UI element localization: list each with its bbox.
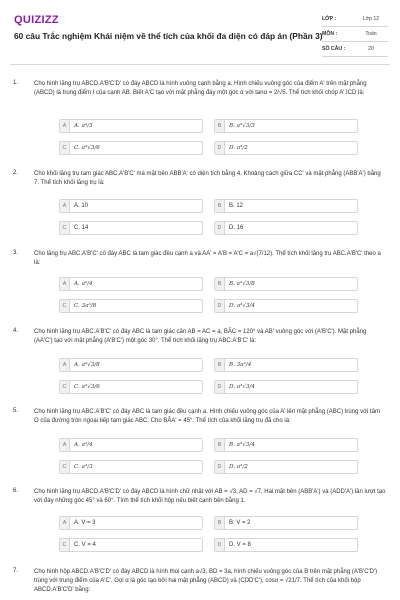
option-d[interactable] [214, 141, 358, 155]
option-label: A. a³√3/8 [74, 362, 100, 368]
option-letter: D [215, 461, 225, 473]
option-c[interactable] [59, 221, 203, 235]
meta-value: Lớp 12 [362, 16, 380, 22]
meta-label: MÔN : [322, 31, 338, 37]
option-letter: C [60, 381, 70, 393]
question-number: 6. [13, 488, 19, 494]
meta-label: SỐ CÂU : [322, 46, 346, 52]
option-a[interactable] [59, 199, 203, 213]
option-letter: A [60, 278, 70, 290]
question-text: Cho hình hộp ABCD.A'B'C'D' có đáy ABCD là hình thoi cạnh a√3, BD = 3a, hình chiếu vuông góc của B trên mặt phẳng (A'B'C'D') trùng với trung điểm của A'C'. Gọi α là góc tạo bởi hai mặt phẳng (ABCD) và (CDD'C'), cosα = √21/7. Thể tích của khối hộp ABCD.A'B'C'D' bằng: [34, 569, 378, 593]
quizizz-logo[interactable]: QUIZIZZ [14, 14, 59, 26]
option-d[interactable] [214, 460, 358, 474]
question-number: 7. [13, 568, 19, 574]
option-d[interactable] [214, 221, 358, 235]
option-letter: C [60, 142, 70, 154]
option-c[interactable] [59, 141, 203, 155]
question-text: Cho khối lăng trụ tam giác ABC.A'B'C' mà mặt bên ABB'A' có diện tích bằng 4. Khoảng cách giữa CC' và mặt phẳng (ABB'A') bằng 7. Thể tích khối lăng trụ là: [34, 171, 381, 186]
page-header [0, 0, 400, 66]
option-letter: A [60, 120, 70, 132]
option-c[interactable] [59, 380, 203, 394]
option-label: B. a³√3/8 [229, 281, 255, 287]
option-label: D. a³√3/4 [229, 303, 255, 309]
question-text: Cho hình lăng trụ ABCD.A'B'C'D' có đáy ABCD là hình chữ nhật với AB = √3, AD = √7. Hai mặt bên (ABB'A') và (ADD'A') lần lượt tạo với đáy những góc 45° và 60°. Tính thể tích khối hộp nếu biết cạnh bên bằng 1. [34, 489, 386, 504]
option-label: D. a³√3/4 [229, 384, 255, 390]
option-letter: B [215, 120, 225, 132]
option-d[interactable] [214, 380, 358, 394]
page-title: 60 câu Trắc nghiệm Khái niệm về thể tích của khối đa diện có đáp án (Phần 3) [14, 31, 323, 41]
option-a[interactable] [59, 119, 203, 133]
option-label: D. 16 [229, 225, 244, 231]
option-letter: D [215, 222, 225, 234]
option-label: C. a³/3 [74, 464, 93, 470]
option-label: A. V = 3 [74, 520, 96, 526]
meta-row-subject [322, 27, 388, 42]
option-c[interactable] [59, 299, 203, 313]
option-letter: A [60, 359, 70, 371]
option-letter: B [215, 200, 225, 212]
option-b[interactable] [214, 277, 358, 291]
question-number: 4. [13, 328, 19, 334]
option-label: C. 3a³/8 [74, 303, 97, 309]
option-b[interactable] [214, 358, 358, 372]
option-label: A. 10 [74, 203, 89, 209]
option-label: A. a³/4 [74, 281, 93, 287]
option-letter: A [60, 200, 70, 212]
question-text: Cho hình lăng trụ ABCD.A'B'C'D' có đáy ABCD là hình vuông cạnh bằng a. Hình chiếu vuông góc của điểm A' trên mặt phẳng (ABCD) là trung điểm I của cạnh AB. Biết A'C tạo với mặt phẳng đáy một góc α với tanα = 2/√5. Thể tích khối chóp A'.ICD là: [34, 81, 367, 96]
option-label: D. a³/2 [229, 145, 248, 151]
option-letter: C [60, 539, 70, 551]
option-label: A. a³/3 [74, 123, 93, 129]
option-letter: C [60, 222, 70, 234]
option-c[interactable] [59, 538, 203, 552]
header-divider [10, 64, 390, 65]
option-label: C. a³√3/6 [74, 384, 100, 390]
option-c[interactable] [59, 460, 203, 474]
option-letter: C [60, 300, 70, 312]
option-label: D. V = 8 [229, 542, 251, 548]
option-a[interactable] [59, 358, 203, 372]
option-letter: D [215, 539, 225, 551]
option-label: B. 3a³/4 [229, 362, 252, 368]
option-letter: C [60, 461, 70, 473]
option-label: B. a³√3/3 [229, 123, 255, 129]
option-label: D. a³/2 [229, 464, 248, 470]
option-b[interactable] [214, 119, 358, 133]
option-letter: B [215, 517, 225, 529]
question-text: Cho hình lăng trụ ABC.A'B'C' có đáy ABC là tam giác cân AB = AC = a, BÂC = 120° và AB' vuông góc với (A'B'C'). Mặt phẳng (AA'C') tạo với mặt phẳng (A'B'C') một góc 30°. Thể tích khối lăng trụ ABC.A'B'C' là: [34, 329, 367, 344]
meta-value: 20 [368, 46, 374, 52]
option-letter: D [215, 142, 225, 154]
option-label: C. 14 [74, 225, 89, 231]
option-letter: A [60, 439, 70, 451]
option-letter: A [60, 517, 70, 529]
option-label: A. a³/4 [74, 442, 93, 448]
option-letter: B [215, 359, 225, 371]
option-label: C. a³√3/6 [74, 145, 100, 151]
question-text: Cho lăng trụ ABC.A'B'C' có đáy ABC là tam giác đều cạnh a và AA' = A'B = A'C = a√(7/12). Thể tích khối lăng trụ ABC.A'B'C' theo a là: [34, 251, 381, 266]
question-number: 5. [13, 408, 19, 414]
option-b[interactable] [214, 516, 358, 530]
option-label: B. a³√3/4 [229, 442, 255, 448]
option-a[interactable] [59, 516, 203, 530]
option-letter: D [215, 381, 225, 393]
question-number: 2. [13, 170, 19, 176]
option-letter: D [215, 300, 225, 312]
option-d[interactable] [214, 538, 358, 552]
meta-box [322, 12, 388, 57]
option-letter: B [215, 278, 225, 290]
question-text: Cho hình lăng trụ ABC.A'B'C' có đáy ABC là tam giác đều cạnh a. Hình chiếu vuông góc của A' lên mặt phẳng (ABC) trùng với tâm O của đường tròn ngoại tiếp tam giác ABC. Cho BÂA' = 45°. Thể tích của khối lăng trụ đã cho là: [34, 409, 381, 424]
option-a[interactable] [59, 277, 203, 291]
question-number: 1. [13, 80, 19, 86]
meta-value: Toán [365, 31, 377, 37]
option-d[interactable] [214, 299, 358, 313]
option-a[interactable] [59, 438, 203, 452]
question-number: 3. [13, 250, 19, 256]
option-label: B. 12 [229, 203, 244, 209]
option-label: B. V = 2 [229, 520, 251, 526]
option-label: C. V = 4 [74, 542, 96, 548]
meta-label: LỚP : [322, 16, 337, 22]
option-b[interactable] [214, 199, 358, 213]
meta-row-class [322, 12, 388, 27]
option-b[interactable] [214, 438, 358, 452]
option-letter: B [215, 439, 225, 451]
meta-row-count [322, 42, 388, 57]
